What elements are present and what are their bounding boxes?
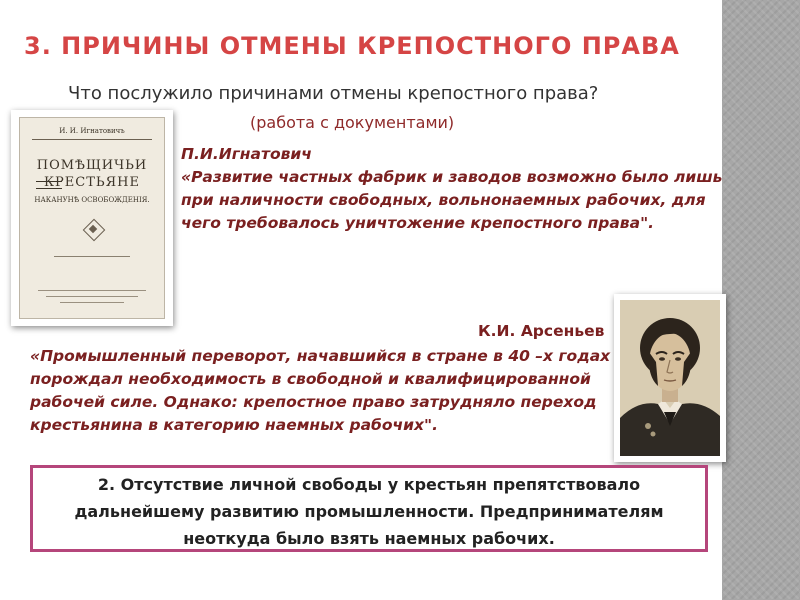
- slide-subquestion: (работа с документами): [250, 113, 455, 132]
- book-rule: [32, 139, 152, 140]
- decorative-stripe: [722, 0, 800, 600]
- book-title-line1: ПОМѢЩИЧЬИ: [36, 158, 148, 173]
- book-subtitle: НАКАНУНѢ ОСВОБОЖДЕНІЯ.: [34, 196, 150, 204]
- book-imprint-line: [60, 302, 124, 303]
- slide-question: Что послужило причинами отмены крепостного права?: [68, 83, 599, 104]
- quote-ignatovich: [181, 143, 726, 235]
- quote-ignatovich-author: П.И.Игнатович: [181, 145, 312, 163]
- quote-arsenyev-text: «Промышленный переворот, начавшийся в стране в 40 –х годах порождал необходимость в свободной и квалифицированной рабочей силе. Однако: крепостное право затрудняло переход крестьянина в категорию наемных рабочих".: [30, 347, 611, 434]
- slide-title: 3. ПРИЧИНЫ ОТМЕНЫ КРЕПОСТНОГО ПРАВА: [24, 32, 680, 60]
- book-imprint-line: [46, 296, 138, 297]
- portrait-frame: [614, 294, 726, 462]
- book-ornament-bars: [36, 181, 62, 189]
- conclusion-box: 2. Отсутствие личной свободы у крестьян препятствовало дальнейшему развитию промышленности. Предпринимателям неоткуда было взять наемных рабочих.: [30, 465, 708, 552]
- quote-ignatovich-text: «Развитие частных фабрик и заводов возможно было лишь при наличности свободных, вольнонаемных рабочих, для чего требовалось уничтожение крепостного права".: [181, 168, 723, 232]
- book-author: И. И. Игнатовичъ: [59, 127, 125, 135]
- book-cover: [19, 117, 165, 319]
- book-cover-image: [11, 110, 173, 326]
- book-small-rule: [54, 256, 130, 257]
- book-imprint-line: [38, 290, 146, 291]
- quote-arsenyev-author: К.И. Арсеньев: [478, 322, 605, 340]
- book-title-line2: КРЕСТЬЯНЕ: [43, 175, 140, 190]
- portrait-image: [620, 300, 720, 456]
